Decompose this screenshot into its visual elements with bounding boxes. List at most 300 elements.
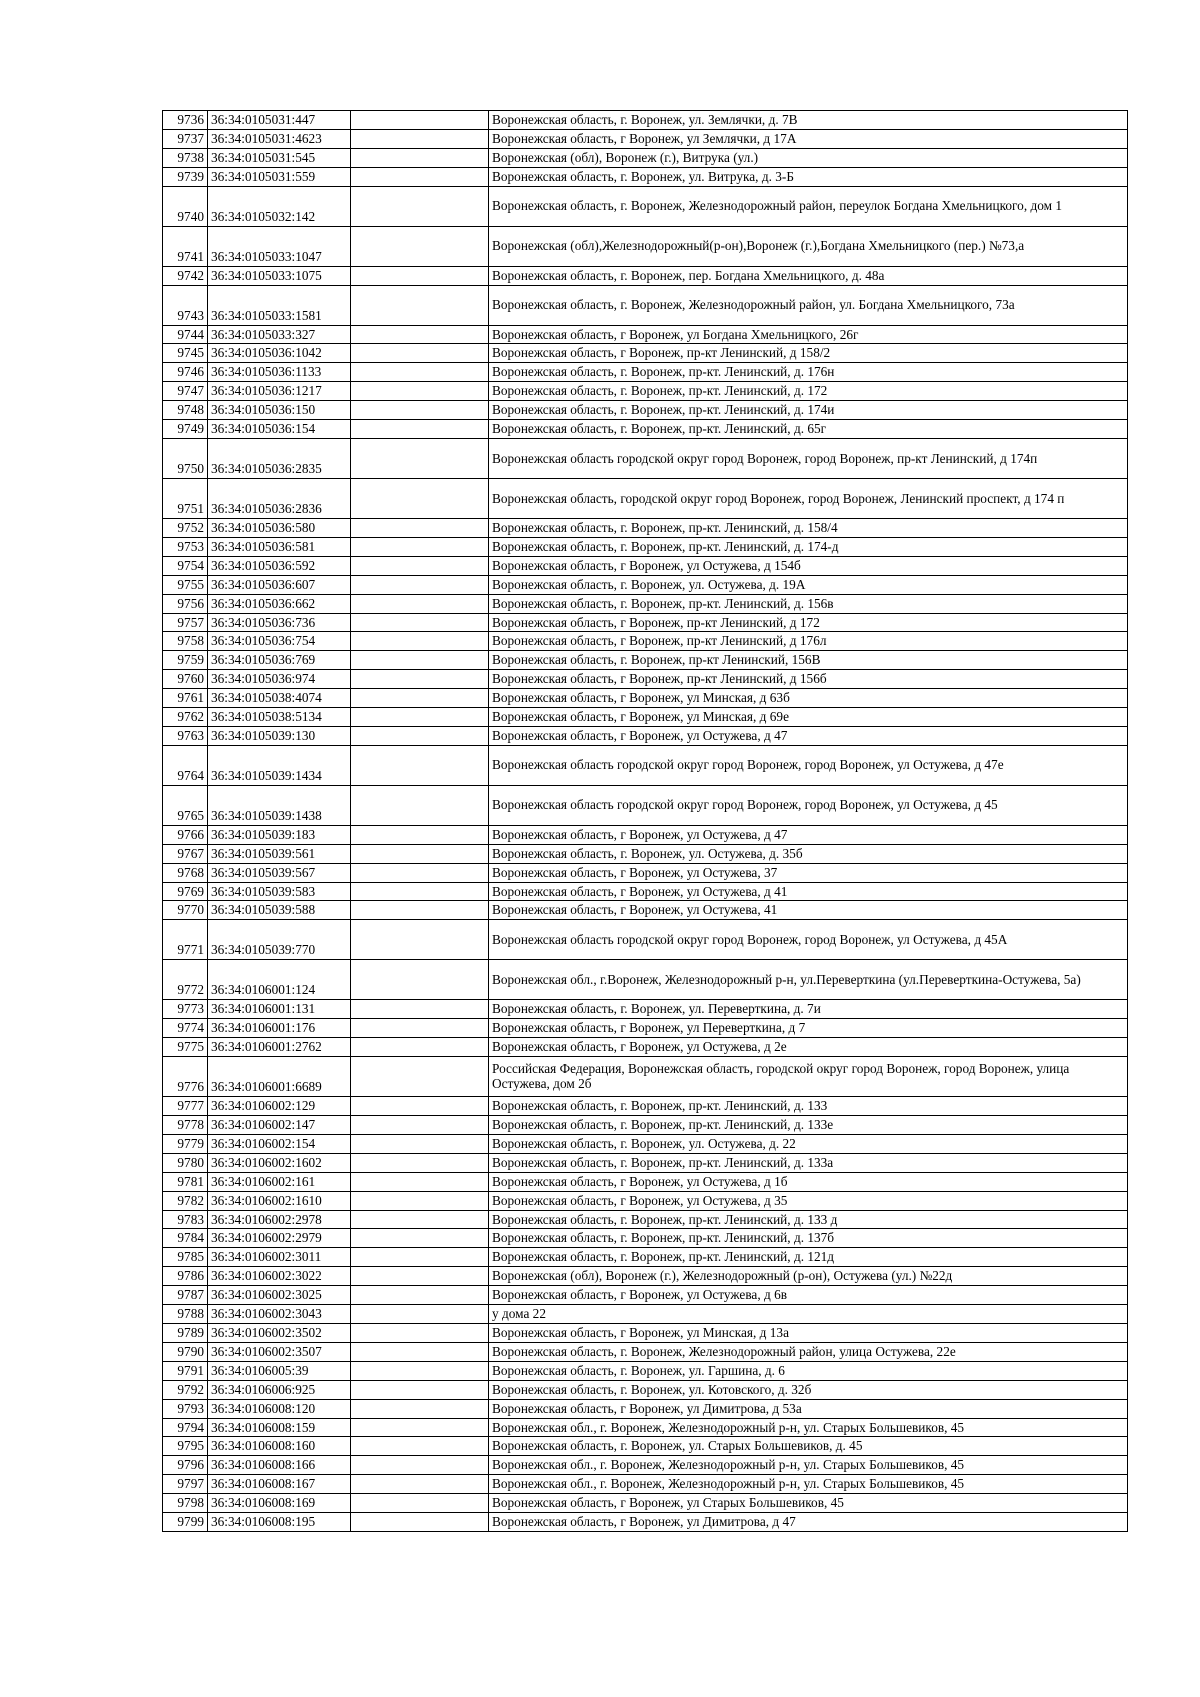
empty-cell	[351, 401, 489, 420]
table-row	[163, 825, 1128, 844]
address-cell: Воронежская обл., г. Воронеж, Железнодорожный р-н, ул. Старых Большевиков, 45	[489, 1456, 1128, 1475]
row-number-cell: 9772	[163, 960, 208, 1000]
table-row	[163, 518, 1128, 537]
row-number-cell: 9786	[163, 1267, 208, 1286]
table-row	[163, 111, 1128, 130]
table-row	[163, 1494, 1128, 1513]
table-row	[163, 537, 1128, 556]
empty-cell	[351, 1286, 489, 1305]
address-cell: Воронежская область, г. Воронеж, ул. Старых Большевиков, д. 45	[489, 1437, 1128, 1456]
row-number-cell: 9747	[163, 382, 208, 401]
cadastral-number-cell: 36:34:0105039:561	[208, 844, 351, 863]
table-row	[163, 226, 1128, 266]
table-row	[163, 632, 1128, 651]
cadastral-number-cell: 36:34:0105036:581	[208, 537, 351, 556]
address-cell: Воронежская область, г. Воронеж, пр-кт. Ленинский, д. 174и	[489, 401, 1128, 420]
cadastral-number-cell: 36:34:0105033:1047	[208, 226, 351, 266]
table-row	[163, 186, 1128, 226]
table-row	[163, 1437, 1128, 1456]
row-number-cell: 9760	[163, 670, 208, 689]
row-number-cell: 9789	[163, 1323, 208, 1342]
empty-cell	[351, 1513, 489, 1532]
empty-cell	[351, 1494, 489, 1513]
empty-cell	[351, 901, 489, 920]
empty-cell	[351, 613, 489, 632]
address-cell: Воронежская область, г Воронеж, ул Старых Большевиков, 45	[489, 1494, 1128, 1513]
cadastral-number-cell: 36:34:0106002:154	[208, 1134, 351, 1153]
table-row	[163, 1323, 1128, 1342]
table-row	[163, 1134, 1128, 1153]
cadastral-number-cell: 36:34:0106002:3043	[208, 1305, 351, 1324]
table-row	[163, 285, 1128, 325]
row-number-cell: 9756	[163, 594, 208, 613]
cadastral-number-cell: 36:34:0106002:147	[208, 1116, 351, 1135]
address-cell: Воронежская область, г Воронеж, ул Переверткина, д 7	[489, 1019, 1128, 1038]
empty-cell	[351, 651, 489, 670]
empty-cell	[351, 1437, 489, 1456]
row-number-cell: 9785	[163, 1248, 208, 1267]
address-cell: Воронежская область, г. Воронеж, пр-кт. Ленинский, д. 133 д	[489, 1210, 1128, 1229]
cadastral-number-cell: 36:34:0106002:3022	[208, 1267, 351, 1286]
table-row	[163, 1172, 1128, 1191]
cadastral-number-cell: 36:34:0105039:130	[208, 726, 351, 745]
table-row	[163, 148, 1128, 167]
address-cell: Воронежская область, г Воронеж, ул Минская, д 13а	[489, 1323, 1128, 1342]
cadastral-number-cell: 36:34:0105036:580	[208, 518, 351, 537]
address-cell: Воронежская область, г Воронеж, ул Димитрова, д 53а	[489, 1399, 1128, 1418]
table-row	[163, 401, 1128, 420]
row-number-cell: 9796	[163, 1456, 208, 1475]
address-cell: Воронежская (обл), Воронеж (г.), Железнодорожный (р-он), Остужева (ул.) №22д	[489, 1267, 1128, 1286]
cadastral-number-cell: 36:34:0105031:4623	[208, 129, 351, 148]
cadastral-table	[162, 110, 1128, 1532]
row-number-cell: 9766	[163, 825, 208, 844]
address-cell: Воронежская область, г Воронеж, ул Остужева, д 1б	[489, 1172, 1128, 1191]
row-number-cell: 9764	[163, 745, 208, 785]
address-cell: Воронежская область, г Воронеж, ул Богдана Хмельницкого, 26г	[489, 325, 1128, 344]
empty-cell	[351, 1134, 489, 1153]
empty-cell	[351, 1361, 489, 1380]
empty-cell	[351, 920, 489, 960]
empty-cell	[351, 960, 489, 1000]
empty-cell	[351, 670, 489, 689]
address-cell: Воронежская область, г Воронеж, ул Остужева, 41	[489, 901, 1128, 920]
address-cell: Воронежская область, г Воронеж, ул Остужева, д 2е	[489, 1038, 1128, 1057]
address-cell: Воронежская область городской округ город Воронеж, город Воронеж, ул Остужева, д 45А	[489, 920, 1128, 960]
row-number-cell: 9779	[163, 1134, 208, 1153]
row-number-cell: 9794	[163, 1418, 208, 1437]
cadastral-number-cell: 36:34:0105036:1217	[208, 382, 351, 401]
address-cell: Воронежская область, г. Воронеж, ул. Остужева, д. 22	[489, 1134, 1128, 1153]
empty-cell	[351, 167, 489, 186]
row-number-cell: 9798	[163, 1494, 208, 1513]
cadastral-number-cell: 36:34:0106002:1610	[208, 1191, 351, 1210]
cadastral-number-cell: 36:34:0105036:974	[208, 670, 351, 689]
empty-cell	[351, 1305, 489, 1324]
cadastral-number-cell: 36:34:0106002:129	[208, 1097, 351, 1116]
table-row	[163, 745, 1128, 785]
address-cell: Воронежская (обл), Воронеж (г.), Витрука (ул.)	[489, 148, 1128, 167]
row-number-cell: 9773	[163, 1000, 208, 1019]
empty-cell	[351, 186, 489, 226]
address-cell: Воронежская (обл),Железнодорожный(р-он),Воронеж (г.),Богдана Хмельницкого (пер.) №73,а	[489, 226, 1128, 266]
row-number-cell: 9758	[163, 632, 208, 651]
cadastral-number-cell: 36:34:0106008:160	[208, 1437, 351, 1456]
row-number-cell: 9745	[163, 344, 208, 363]
cadastral-number-cell: 36:34:0105031:559	[208, 167, 351, 186]
row-number-cell: 9770	[163, 901, 208, 920]
address-cell: Воронежская область городской округ город Воронеж, город Воронеж, ул Остужева, д 47е	[489, 745, 1128, 785]
row-number-cell: 9784	[163, 1229, 208, 1248]
row-number-cell: 9791	[163, 1361, 208, 1380]
table-row	[163, 129, 1128, 148]
empty-cell	[351, 575, 489, 594]
row-number-cell: 9799	[163, 1513, 208, 1532]
row-number-cell: 9776	[163, 1057, 208, 1097]
cadastral-number-cell: 36:34:0106008:195	[208, 1513, 351, 1532]
empty-cell	[351, 1475, 489, 1494]
address-cell: Воронежская область, г Воронеж, пр-кт Ленинский, д 172	[489, 613, 1128, 632]
address-cell: Воронежская область городской округ город Воронеж, город Воронеж, ул Остужева, д 45	[489, 785, 1128, 825]
row-number-cell: 9744	[163, 325, 208, 344]
table-row	[163, 1418, 1128, 1437]
address-cell: Воронежская область, г Воронеж, ул Димитрова, д 47	[489, 1513, 1128, 1532]
address-cell: Воронежская область, г. Воронеж, пр-кт Ленинский, 156В	[489, 651, 1128, 670]
cadastral-number-cell: 36:34:0105031:545	[208, 148, 351, 167]
cadastral-number-cell: 36:34:0105032:142	[208, 186, 351, 226]
cadastral-number-cell: 36:34:0106002:3011	[208, 1248, 351, 1267]
empty-cell	[351, 1191, 489, 1210]
empty-cell	[351, 1248, 489, 1267]
empty-cell	[351, 726, 489, 745]
table-row	[163, 478, 1128, 518]
table-row	[163, 1019, 1128, 1038]
empty-cell	[351, 1380, 489, 1399]
empty-cell	[351, 1418, 489, 1437]
table-row	[163, 1153, 1128, 1172]
cadastral-number-cell: 36:34:0106001:124	[208, 960, 351, 1000]
address-cell: Воронежская область, г. Воронеж, ул. Землячки, д. 7В	[489, 111, 1128, 130]
cadastral-number-cell: 36:34:0106002:161	[208, 1172, 351, 1191]
empty-cell	[351, 1323, 489, 1342]
empty-cell	[351, 1229, 489, 1248]
row-number-cell: 9781	[163, 1172, 208, 1191]
table-row	[163, 438, 1128, 478]
row-number-cell: 9775	[163, 1038, 208, 1057]
address-cell: Воронежская область, г. Воронеж, пр-кт. Ленинский, д. 133	[489, 1097, 1128, 1116]
row-number-cell: 9755	[163, 575, 208, 594]
table-row	[163, 420, 1128, 439]
row-number-cell: 9737	[163, 129, 208, 148]
table-row	[163, 1191, 1128, 1210]
address-cell: Воронежская область, городской округ город Воронеж, город Воронеж, Ленинский проспект, д 174 п	[489, 478, 1128, 518]
table-row	[163, 1513, 1128, 1532]
cadastral-number-cell: 36:34:0105036:607	[208, 575, 351, 594]
address-cell: Воронежская область, г Воронеж, ул Остужева, д 35	[489, 1191, 1128, 1210]
address-cell: Воронежская область, г. Воронеж, пр-кт. Ленинский, д. 174-д	[489, 537, 1128, 556]
empty-cell	[351, 556, 489, 575]
address-cell: Воронежская область, г Воронеж, ул Остужева, 37	[489, 863, 1128, 882]
address-cell: Воронежская область, г. Воронеж, пр-кт. Ленинский, д. 65г	[489, 420, 1128, 439]
address-cell: Российская Федерация, Воронежская область, городской округ город Воронеж, город Воронеж, улица Остужева, дом 2б	[489, 1057, 1128, 1097]
cadastral-number-cell: 36:34:0105036:150	[208, 401, 351, 420]
cadastral-number-cell: 36:34:0105036:769	[208, 651, 351, 670]
row-number-cell: 9750	[163, 438, 208, 478]
row-number-cell: 9782	[163, 1191, 208, 1210]
address-cell: Воронежская область, г. Воронеж, ул. Остужева, д. 19А	[489, 575, 1128, 594]
cadastral-number-cell: 36:34:0106002:3502	[208, 1323, 351, 1342]
cadastral-number-cell: 36:34:0105033:1075	[208, 266, 351, 285]
cadastral-number-cell: 36:34:0105033:327	[208, 325, 351, 344]
row-number-cell: 9790	[163, 1342, 208, 1361]
table-row	[163, 575, 1128, 594]
table-row	[163, 556, 1128, 575]
cadastral-number-cell: 36:34:0106008:169	[208, 1494, 351, 1513]
table-row	[163, 1456, 1128, 1475]
table-row	[163, 708, 1128, 727]
row-number-cell: 9762	[163, 708, 208, 727]
address-cell: Воронежская область, г Воронеж, пр-кт Ленинский, д 158/2	[489, 344, 1128, 363]
address-cell: Воронежская область, г Воронеж, ул Минская, д 63б	[489, 689, 1128, 708]
cadastral-number-cell: 36:34:0105036:754	[208, 632, 351, 651]
table-row	[163, 594, 1128, 613]
row-number-cell: 9778	[163, 1116, 208, 1135]
cadastral-number-cell: 36:34:0105036:1042	[208, 344, 351, 363]
table-row	[163, 613, 1128, 632]
empty-cell	[351, 1172, 489, 1191]
cadastral-number-cell: 36:34:0105033:1581	[208, 285, 351, 325]
row-number-cell: 9739	[163, 167, 208, 186]
table-row	[163, 1286, 1128, 1305]
address-cell: Воронежская область, г Воронеж, ул Остужева, д 47	[489, 825, 1128, 844]
empty-cell	[351, 363, 489, 382]
table-row	[163, 1210, 1128, 1229]
address-cell: Воронежская область, г Воронеж, ул Остужева, д 6в	[489, 1286, 1128, 1305]
table-row	[163, 689, 1128, 708]
empty-cell	[351, 537, 489, 556]
empty-cell	[351, 844, 489, 863]
empty-cell	[351, 1116, 489, 1135]
cadastral-number-cell: 36:34:0105036:592	[208, 556, 351, 575]
cadastral-number-cell: 36:34:0105036:736	[208, 613, 351, 632]
table-row	[163, 1000, 1128, 1019]
empty-cell	[351, 478, 489, 518]
address-cell: Воронежская область, г. Воронеж, пр-кт. Ленинский, д. 156в	[489, 594, 1128, 613]
table-row	[163, 1229, 1128, 1248]
cadastral-number-cell: 36:34:0106002:3507	[208, 1342, 351, 1361]
address-cell: Воронежская область, г. Воронеж, ул. Гаршина, д. 6	[489, 1361, 1128, 1380]
empty-cell	[351, 1153, 489, 1172]
cadastral-number-cell: 36:34:0106001:2762	[208, 1038, 351, 1057]
row-number-cell: 9780	[163, 1153, 208, 1172]
cadastral-number-cell: 36:34:0106005:39	[208, 1361, 351, 1380]
address-cell: Воронежская обл., г.Воронеж, Железнодорожный р-н, ул.Переверткина (ул.Переверткина-Остужева, 5а)	[489, 960, 1128, 1000]
cadastral-number-cell: 36:34:0105038:4074	[208, 689, 351, 708]
cadastral-number-cell: 36:34:0105039:583	[208, 882, 351, 901]
empty-cell	[351, 1342, 489, 1361]
table-row	[163, 382, 1128, 401]
row-number-cell: 9754	[163, 556, 208, 575]
table-row	[163, 920, 1128, 960]
empty-cell	[351, 285, 489, 325]
row-number-cell: 9740	[163, 186, 208, 226]
row-number-cell: 9757	[163, 613, 208, 632]
row-number-cell: 9765	[163, 785, 208, 825]
address-cell: Воронежская область, г. Воронеж, пр-кт. Ленинский, д. 137б	[489, 1229, 1128, 1248]
table-row	[163, 1380, 1128, 1399]
cadastral-number-cell: 36:34:0105036:2836	[208, 478, 351, 518]
empty-cell	[351, 1399, 489, 1418]
empty-cell	[351, 438, 489, 478]
cadastral-number-cell: 36:34:0105039:1434	[208, 745, 351, 785]
address-cell: Воронежская область, г. Воронеж, ул. Остужева, д. 35б	[489, 844, 1128, 863]
table-row	[163, 1267, 1128, 1286]
row-number-cell: 9751	[163, 478, 208, 518]
table-row	[163, 1116, 1128, 1135]
address-cell: Воронежская область, г. Воронеж, ул. Котовского, д. 32б	[489, 1380, 1128, 1399]
row-number-cell: 9774	[163, 1019, 208, 1038]
cadastral-number-cell: 36:34:0105031:447	[208, 111, 351, 130]
address-cell: Воронежская область, г Воронеж, ул Остужева, д 47	[489, 726, 1128, 745]
row-number-cell: 9741	[163, 226, 208, 266]
empty-cell	[351, 1038, 489, 1057]
empty-cell	[351, 148, 489, 167]
empty-cell	[351, 708, 489, 727]
empty-cell	[351, 882, 489, 901]
empty-cell	[351, 1456, 489, 1475]
row-number-cell: 9743	[163, 285, 208, 325]
row-number-cell: 9752	[163, 518, 208, 537]
address-cell: Воронежская область, г. Воронеж, пр-кт. Ленинский, д. 172	[489, 382, 1128, 401]
row-number-cell: 9761	[163, 689, 208, 708]
empty-cell	[351, 420, 489, 439]
cadastral-number-cell: 36:34:0105036:154	[208, 420, 351, 439]
cadastral-number-cell: 36:34:0106008:167	[208, 1475, 351, 1494]
address-cell: Воронежская область, г Воронеж, ул Минская, д 69е	[489, 708, 1128, 727]
cadastral-number-cell: 36:34:0105039:770	[208, 920, 351, 960]
row-number-cell: 9771	[163, 920, 208, 960]
row-number-cell: 9795	[163, 1437, 208, 1456]
empty-cell	[351, 325, 489, 344]
table-row	[163, 325, 1128, 344]
empty-cell	[351, 689, 489, 708]
empty-cell	[351, 344, 489, 363]
row-number-cell: 9763	[163, 726, 208, 745]
table-row	[163, 726, 1128, 745]
empty-cell	[351, 785, 489, 825]
row-number-cell: 9746	[163, 363, 208, 382]
address-cell: Воронежская область, г Воронеж, ул Землячки, д 17А	[489, 129, 1128, 148]
table-row	[163, 167, 1128, 186]
empty-cell	[351, 266, 489, 285]
row-number-cell: 9777	[163, 1097, 208, 1116]
empty-cell	[351, 382, 489, 401]
address-cell: Воронежская область, г. Воронеж, пр-кт. Ленинский, д. 176н	[489, 363, 1128, 382]
cadastral-number-cell: 36:34:0105039:588	[208, 901, 351, 920]
empty-cell	[351, 1000, 489, 1019]
address-cell: Воронежская область, г. Воронеж, пр-кт. Ленинский, д. 133е	[489, 1116, 1128, 1135]
address-cell: Воронежская область, г Воронеж, пр-кт Ленинский, д 156б	[489, 670, 1128, 689]
row-number-cell: 9792	[163, 1380, 208, 1399]
row-number-cell: 9769	[163, 882, 208, 901]
cadastral-number-cell: 36:34:0105036:662	[208, 594, 351, 613]
table-row	[163, 1342, 1128, 1361]
table-row	[163, 1248, 1128, 1267]
cadastral-number-cell: 36:34:0105039:183	[208, 825, 351, 844]
row-number-cell: 9742	[163, 266, 208, 285]
cadastral-number-cell: 36:34:0106002:3025	[208, 1286, 351, 1305]
row-number-cell: 9753	[163, 537, 208, 556]
row-number-cell: 9768	[163, 863, 208, 882]
empty-cell	[351, 825, 489, 844]
table-body	[163, 111, 1128, 1532]
cadastral-number-cell: 36:34:0106002:1602	[208, 1153, 351, 1172]
table-row	[163, 960, 1128, 1000]
cadastral-number-cell: 36:34:0106001:131	[208, 1000, 351, 1019]
table-row	[163, 844, 1128, 863]
address-cell: Воронежская область, г. Воронеж, пр-кт. Ленинский, д. 121д	[489, 1248, 1128, 1267]
row-number-cell: 9787	[163, 1286, 208, 1305]
address-cell: Воронежская область, г. Воронеж, Железнодорожный район, переулок Богдана Хмельницкого, дом 1	[489, 186, 1128, 226]
cadastral-number-cell: 36:34:0105036:1133	[208, 363, 351, 382]
address-cell: Воронежская область, г. Воронеж, Железнодорожный район, улица Остужева, 22е	[489, 1342, 1128, 1361]
empty-cell	[351, 518, 489, 537]
address-cell: у дома 22	[489, 1305, 1128, 1324]
empty-cell	[351, 632, 489, 651]
table-row	[163, 882, 1128, 901]
cadastral-number-cell: 36:34:0105039:567	[208, 863, 351, 882]
table-row	[163, 1097, 1128, 1116]
cadastral-number-cell: 36:34:0105036:2835	[208, 438, 351, 478]
row-number-cell: 9759	[163, 651, 208, 670]
table-row	[163, 344, 1128, 363]
empty-cell	[351, 1019, 489, 1038]
address-cell: Воронежская область, г. Воронеж, Железнодорожный район, ул. Богдана Хмельницкого, 73а	[489, 285, 1128, 325]
cadastral-number-cell: 36:34:0106008:166	[208, 1456, 351, 1475]
table-row	[163, 1475, 1128, 1494]
address-cell: Воронежская область, г Воронеж, ул Остужева, д 154б	[489, 556, 1128, 575]
address-cell: Воронежская область, г. Воронеж, пр-кт. Ленинский, д. 133а	[489, 1153, 1128, 1172]
empty-cell	[351, 111, 489, 130]
table-row	[163, 1038, 1128, 1057]
address-cell: Воронежская область, г. Воронеж, пер. Богдана Хмельницкого, д. 48а	[489, 266, 1128, 285]
address-cell: Воронежская область, г. Воронеж, пр-кт. Ленинский, д. 158/4	[489, 518, 1128, 537]
cadastral-number-cell: 36:34:0106001:6689	[208, 1057, 351, 1097]
cadastral-number-cell: 36:34:0106002:2979	[208, 1229, 351, 1248]
row-number-cell: 9788	[163, 1305, 208, 1324]
row-number-cell: 9767	[163, 844, 208, 863]
address-cell: Воронежская область, г Воронеж, пр-кт Ленинский, д 176л	[489, 632, 1128, 651]
empty-cell	[351, 1210, 489, 1229]
row-number-cell: 9793	[163, 1399, 208, 1418]
table-row	[163, 1305, 1128, 1324]
table-row	[163, 651, 1128, 670]
address-cell: Воронежская область, г. Воронеж, ул. Витрука, д. 3-Б	[489, 167, 1128, 186]
address-cell: Воронежская область, г Воронеж, ул Остужева, д 41	[489, 882, 1128, 901]
row-number-cell: 9797	[163, 1475, 208, 1494]
cadastral-number-cell: 36:34:0106001:176	[208, 1019, 351, 1038]
empty-cell	[351, 1097, 489, 1116]
address-cell: Воронежская область городской округ город Воронеж, город Воронеж, пр-кт Ленинский, д 174п	[489, 438, 1128, 478]
table-row	[163, 1399, 1128, 1418]
table-row	[163, 670, 1128, 689]
cadastral-number-cell: 36:34:0105038:5134	[208, 708, 351, 727]
row-number-cell: 9783	[163, 1210, 208, 1229]
row-number-cell: 9736	[163, 111, 208, 130]
empty-cell	[351, 745, 489, 785]
address-cell: Воронежская обл., г. Воронеж, Железнодорожный р-н, ул. Старых Большевиков, 45	[489, 1475, 1128, 1494]
table-row	[163, 785, 1128, 825]
